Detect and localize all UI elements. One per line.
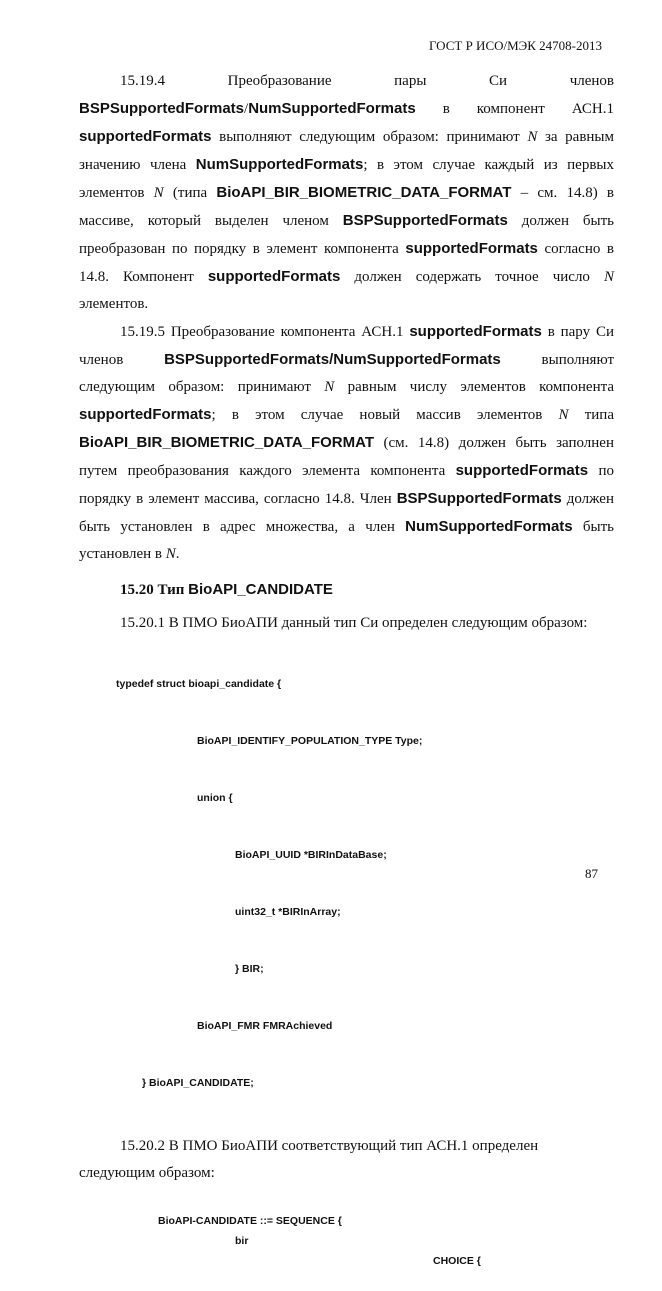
code-line: typedef struct bioapi_candidate {: [116, 678, 282, 690]
running-header: ГОСТ Р ИСО/МЭК 24708-2013: [428, 38, 602, 53]
asn-bir: bir: [235, 1235, 249, 1247]
code-line: uint32_t *BIRInArray;: [235, 906, 341, 918]
paragraph-15-19-4: 15.19.4 Преобразование пары Си членов BSPSupportedFormats/NumSupportedFormats в компонент АСН.1 supportedFormats выполняют следующим образом: принимают N за равным значению члена NumSupportedFormats; в этом случае каждый из первых элементов N (типа BioAPI_BIR_BIOMETRIC_DATA_FORMAT – см. 14.8) в массиве, который выделен членом BSPSupportedFormats должен быть преобразован по порядку в элемент компонента supportedFormats согласно в 14.8. Компонент supportedFormats должен содержать точное число N элементов.: [79, 73, 615, 312]
code-line: } BioAPI_CANDIDATE;: [142, 1077, 254, 1089]
section-heading-15-20: 15.20 Тип BioAPI_CANDIDATE: [120, 581, 333, 598]
code-line: BioAPI_IDENTIFY_POPULATION_TYPE Type;: [197, 735, 423, 747]
c-code-block: [79, 637, 614, 1131]
code-line: } BIR;: [235, 963, 264, 975]
asn-code-line: [79, 1191, 614, 1227]
page-number: 87: [585, 866, 598, 881]
asn-code-line: [79, 1211, 614, 1267]
asn-line-1: BioAPI-CANDIDATE ::= SEQUENCE {: [158, 1215, 342, 1227]
code-line: BioAPI_UUID *BIRInDataBase;: [235, 849, 387, 861]
code-line: BioAPI_FMR FMRAchieved: [197, 1020, 333, 1032]
page-body: [79, 68, 615, 1267]
paragraph-15-20-2: 15.20.2 В ПМО БиоАПИ соответствующий тип АСН.1 определен следующим образом:: [79, 1138, 539, 1181]
paragraph-15-20-1: 15.20.1 В ПМО БиоАПИ данный тип Си определен следующим образом:: [120, 615, 588, 631]
paragraph-15-19-5: 15.19.5 Преобразование компонента АСН.1 supportedFormats в пару Си членов BSPSupportedFormats/NumSupportedFormats выполняют следующим образом: принимают N равным числу элементов компонента supportedFormats; в этом случае новый массив элементов N типа BioAPI_BIR_BIOMETRIC_DATA_FORMAT (см. 14.8) должен быть заполнен путем преобразования каждого элемента компонента supportedFormats по порядку в элемент массива, согласно 14.8. Член BSPSupportedFormats должен быть установлен в адрес множества, а член NumSupportedFormats быть установлен в N.: [79, 323, 615, 562]
asn-choice: CHOICE {: [433, 1255, 481, 1267]
code-line: union {: [197, 792, 233, 804]
